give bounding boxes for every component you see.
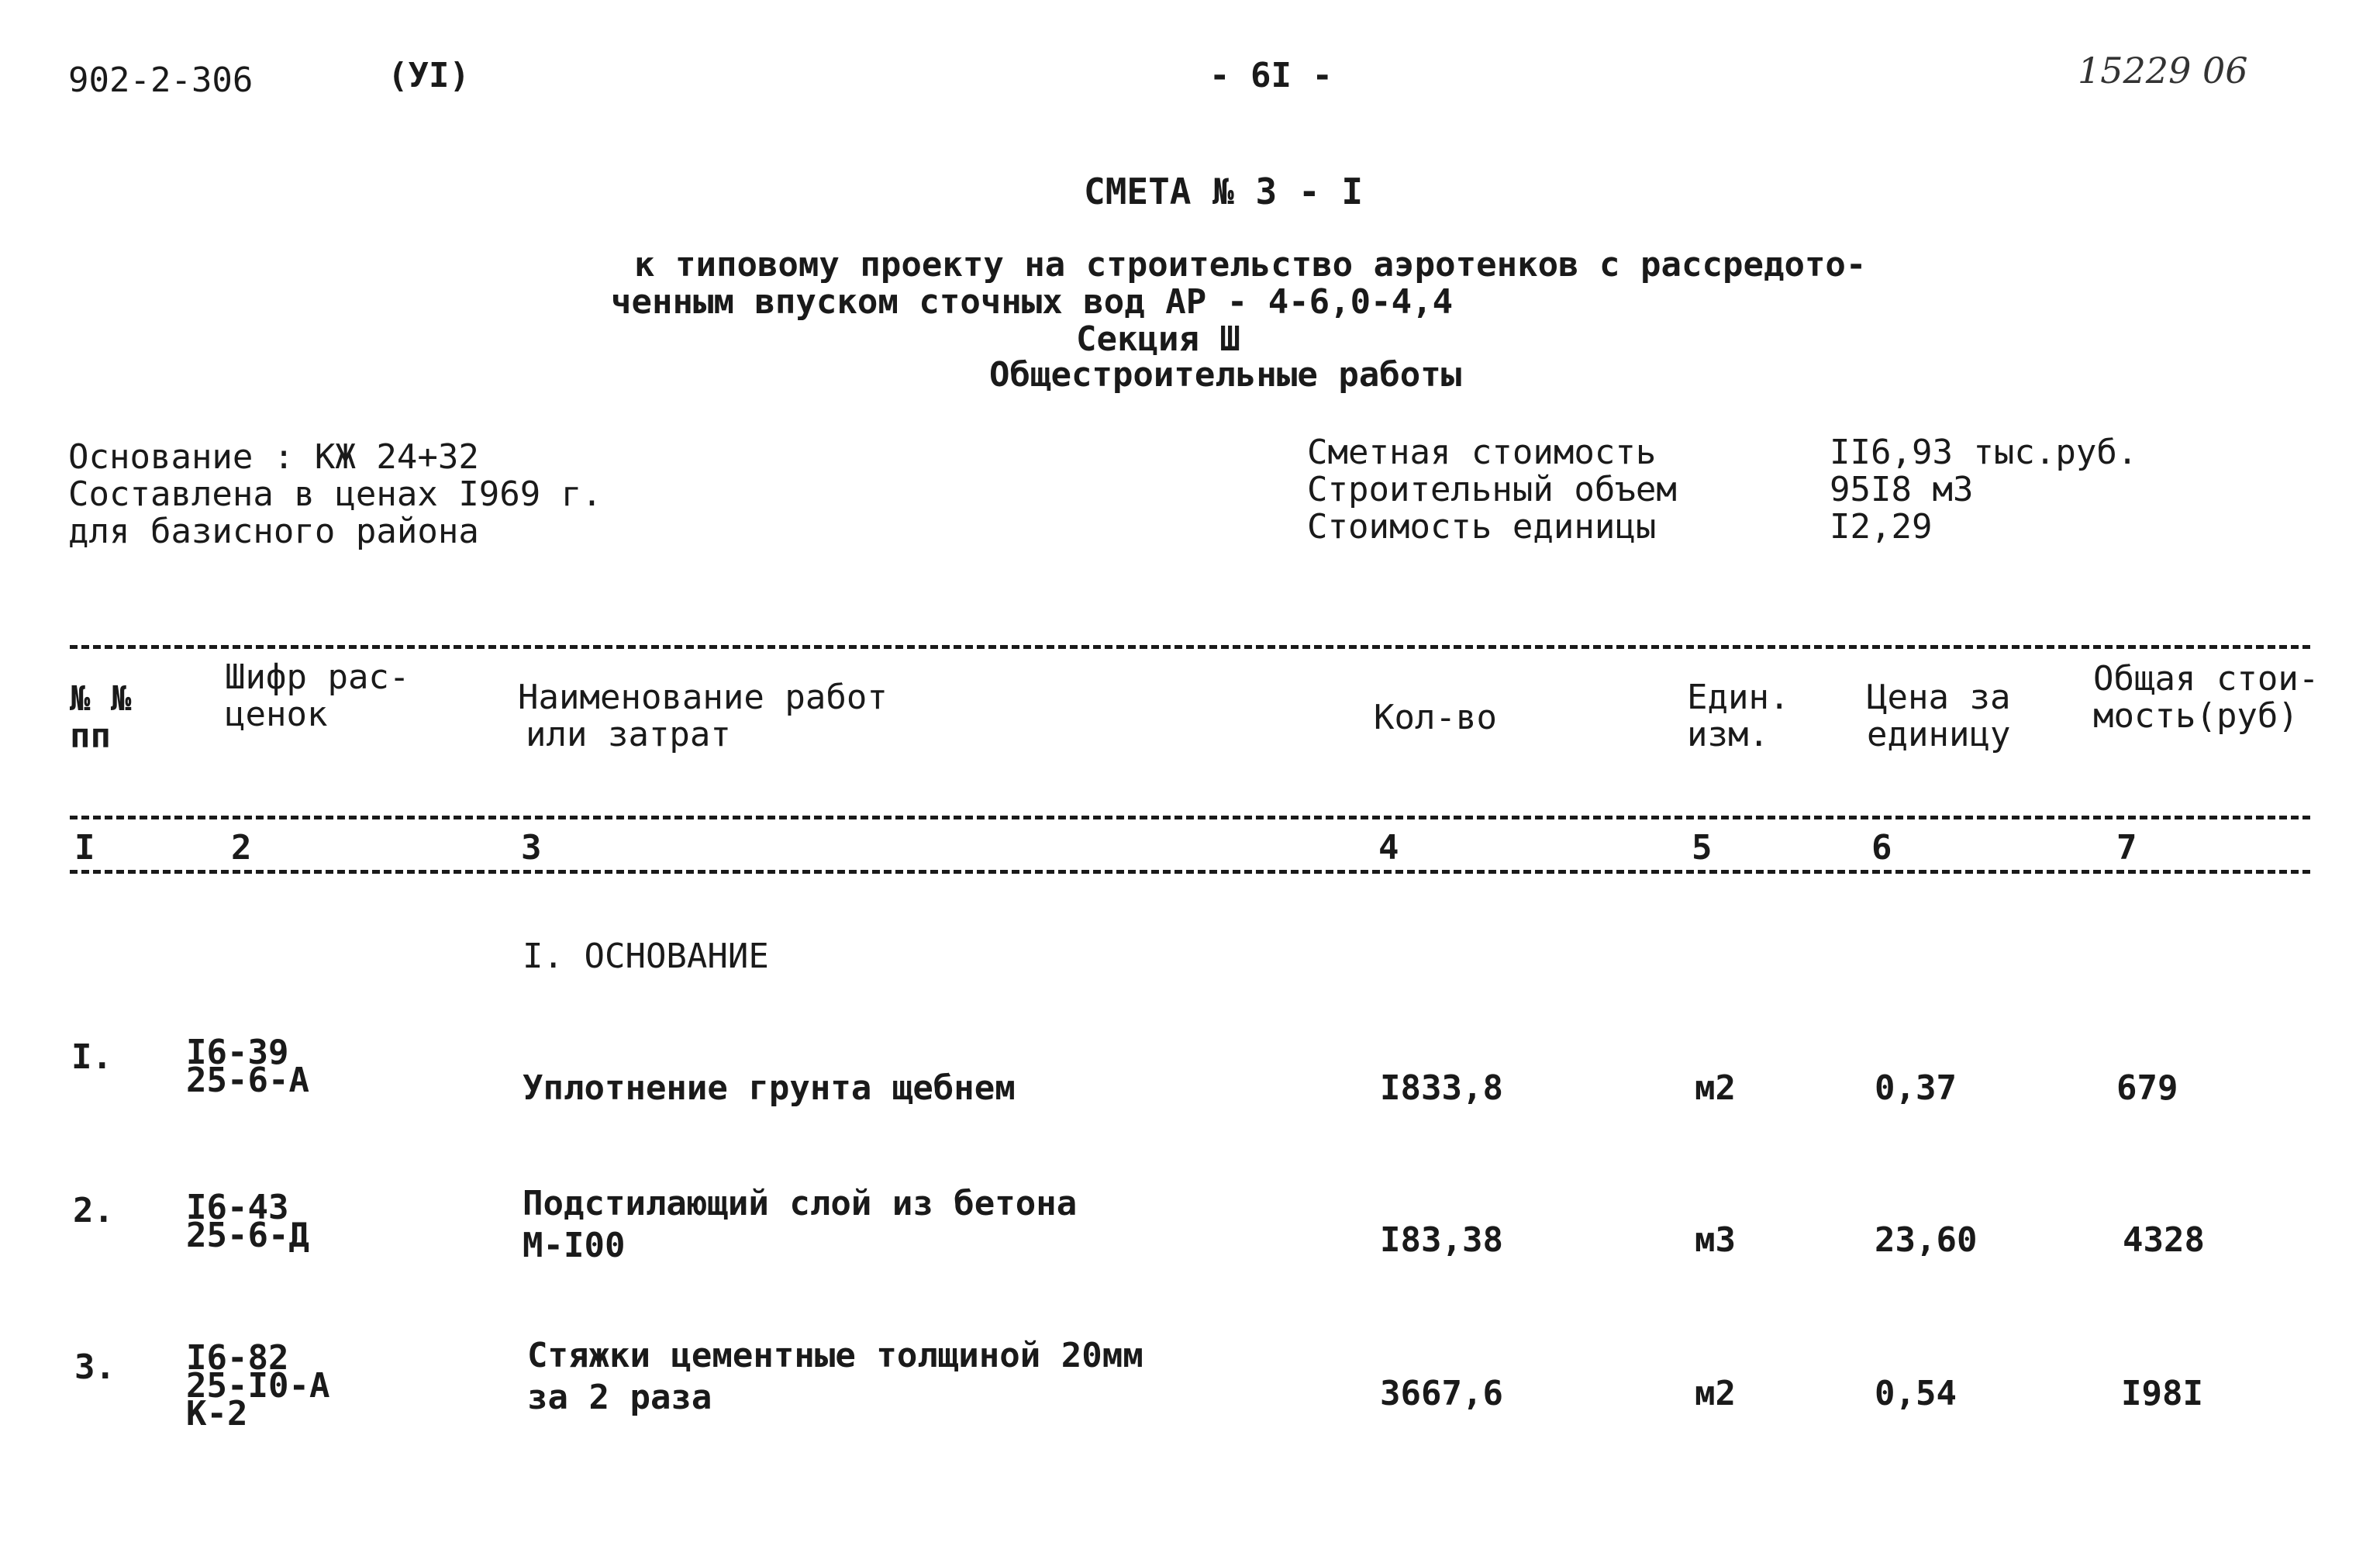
col-header-qty: Кол-во (1374, 698, 1497, 737)
section-label: Секция Ш (1076, 319, 1240, 359)
column-number-rule (70, 870, 2310, 874)
row-2-name-line1: Подстилающий слой из бетона (523, 1184, 1078, 1223)
col-number-7: 7 (2116, 828, 2137, 868)
title-line-1: к типовому проекту на строительство аэротенков с рассредото- (634, 245, 1867, 285)
col-number-6: 6 (1871, 828, 1892, 868)
page-number: - 6I - (1209, 56, 1333, 95)
row-1-unit: м2 (1695, 1068, 1736, 1108)
row-1-num: I. (71, 1037, 112, 1077)
col-header-code-line1: Шифр рас- (225, 657, 410, 697)
row-1-total: 679 (2116, 1068, 2178, 1108)
row-1-code (186, 1033, 309, 1100)
row-3-code-line1: I6-82 (186, 1338, 289, 1378)
col-header-unit (1687, 679, 1789, 754)
row-1-name: Уплотнение грунта щебнем (523, 1068, 1016, 1108)
row-1-code-line1: I6-39 (186, 1033, 289, 1072)
basis-line-2: Составлена в ценах I969 г. (68, 474, 602, 514)
row-2-name (523, 1183, 1077, 1267)
col-header-code-line2: ценок (225, 695, 328, 734)
row-3-name-line1: Стяжки цементные толщиной 20мм (527, 1336, 1143, 1375)
header-bottom-rule (70, 816, 2310, 819)
row-1-code-line2: 25-6-А (186, 1061, 309, 1100)
estimate-title: СМЕТА № 3 - I (1084, 171, 1364, 212)
row-3-code-line2: 25-I0-А (186, 1366, 330, 1406)
summary-value-unit-cost: I2,29 (1830, 507, 1933, 547)
row-3-total: I98I (2121, 1374, 2203, 1413)
summary-value-volume: 95I8 м3 (1830, 470, 1974, 509)
col-number-5: 5 (1692, 828, 1713, 868)
handwritten-inventory-number: 15229 06 (2078, 50, 2248, 91)
row-3-num: 3. (74, 1347, 116, 1387)
row-2-unit: м3 (1695, 1220, 1736, 1260)
col-header-num (70, 681, 131, 755)
row-3-name (527, 1335, 1143, 1419)
row-2-num: 2. (73, 1191, 114, 1230)
row-1-price: 0,37 (1875, 1068, 1957, 1108)
col-header-name-line1: Наименование работ (518, 678, 888, 717)
col-header-price (1867, 679, 2010, 754)
col-header-code (225, 659, 409, 733)
col-header-total (2093, 661, 2319, 735)
basis-line-1: Основание : КЖ 24+32 (68, 437, 479, 477)
col-header-num-line1: № № (70, 679, 132, 719)
row-3-name-line2: за 2 раза (527, 1378, 712, 1417)
col-header-price-line1: Цена за (1867, 678, 2011, 717)
col-number-2: 2 (231, 828, 252, 868)
col-number-4: 4 (1378, 828, 1399, 868)
row-1-qty: I833,8 (1380, 1068, 1503, 1108)
summary-label-cost: Сметная стоимость (1307, 433, 1657, 472)
row-2-total: 4328 (2123, 1220, 2205, 1260)
col-header-name-line2: или затрат (526, 715, 731, 754)
col-header-price-line2: единицу (1867, 715, 2011, 754)
row-2-qty: I83,38 (1380, 1220, 1503, 1260)
row-2-code (186, 1188, 309, 1255)
row-3-unit: м2 (1695, 1374, 1736, 1413)
col-number-3: 3 (521, 828, 542, 868)
col-number-1: I (74, 828, 95, 868)
summary-label-volume: Строительный объем (1307, 470, 1677, 509)
works-type: Общестроительные работы (989, 355, 1462, 395)
document-part: (УI) (388, 56, 470, 95)
row-2-name-line2: М-I00 (523, 1226, 626, 1265)
summary-label-unit-cost: Стоимость единицы (1307, 507, 1657, 547)
col-header-name (518, 679, 888, 754)
row-2-code-line2: 25-6-Д (186, 1216, 309, 1255)
summary-value-cost: II6,93 тыс.руб. (1830, 433, 2138, 472)
col-header-total-line2: мость(руб) (2093, 696, 2299, 736)
basis-line-3: для базисного района (68, 512, 479, 551)
row-2-code-line1: I6-43 (186, 1188, 289, 1227)
title-line-2: ченным впуском сточных вод АР - 4-6,0-4,4 (611, 282, 1454, 322)
row-3-price: 0,54 (1875, 1374, 1957, 1413)
row-3-code-line3: К-2 (186, 1394, 248, 1434)
col-header-unit-line1: Един. (1687, 678, 1790, 717)
row-2-price: 23,60 (1875, 1220, 1978, 1260)
col-header-total-line1: Общая стои- (2093, 659, 2320, 699)
row-3-code (186, 1338, 330, 1434)
document-code: 902-2-306 (68, 60, 254, 100)
section-title: I. ОСНОВАНИЕ (523, 937, 769, 976)
col-header-unit-line2: изм. (1687, 715, 1769, 754)
row-3-qty: 3667,6 (1380, 1374, 1503, 1413)
table-top-rule (70, 645, 2310, 649)
col-header-num-line2: пп (70, 716, 111, 756)
